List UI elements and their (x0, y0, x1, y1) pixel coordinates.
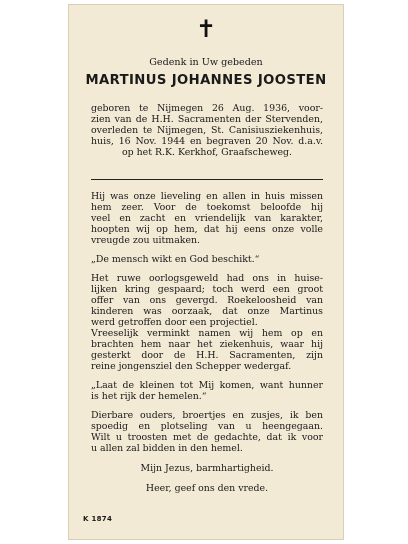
paragraph-line: Vreeselijk verminkt namen wij hem op en (91, 328, 323, 339)
paragraph-line: Het ruwe oorlogsgeweld had ons in huise- (91, 273, 323, 284)
paragraph-line: kinderen was oorzaak, dat onze Martinus (91, 306, 323, 317)
paragraph-line: offer van ons gevergd. Roekeloosheid van (91, 295, 323, 306)
heading: Gedenk in Uw gebeden (149, 57, 263, 68)
paragraph-line: spoedig en plotseling van u heengegaan. (91, 421, 323, 432)
bio-line: zien van de H.H. Sacramenten der Stervenden, (91, 114, 323, 125)
prayer-line: Heer, geef ons den vrede. (145, 483, 269, 494)
quote-line: „De mensch wikt en God beschikt.“ (91, 254, 260, 265)
paragraph-line: hoopten wij op hem, dat hij eens onze volle (91, 224, 323, 235)
memorial-card (68, 4, 344, 540)
paragraph-line: lijken kring gespaard; toch werd een groot (91, 284, 323, 295)
paragraph-line: veel en zacht en vriendelijk van karakter, (91, 213, 323, 224)
divider (91, 179, 323, 180)
paragraph-line: brachten hem naar het ziekenhuis, waar hij (91, 339, 323, 350)
paragraph-line: Dierbare ouders, broertjes en zusjes, ik ben (91, 410, 323, 421)
bio-line: op het R.K. Kerkhof, Graafscheweg. (121, 147, 293, 158)
prayer-line: Mijn Jezus, barmhartigheid. (140, 463, 274, 474)
paragraph-line: vreugde zou uitmaken. (91, 235, 201, 246)
bio-line: overleden te Nijmegen, St. Canisiusziekenhuis, (91, 125, 323, 136)
paragraph-line: reine jongensziel den Schepper wedergaf. (91, 361, 292, 372)
quote-line: is het rijk der hemelen.“ (91, 391, 207, 402)
reference-code: K 1874 (83, 515, 113, 523)
paragraph-line: u allen zal bidden in den hemel. (91, 443, 243, 454)
bio-line: geboren te Nijmegen 26 Aug. 1936, voor- (91, 103, 323, 114)
paragraph-line: gesterkt door de H.H. Sacramenten, zijn (91, 350, 323, 361)
deceased-name: MARTINUS JOHANNES JOOSTEN (85, 73, 327, 88)
cross-icon: ✝ (195, 15, 217, 43)
quote-line: „Laat de kleinen tot Mij komen, want hunner (91, 380, 323, 391)
bio-line: huis, 16 Nov. 1944 en begraven 20 Nov. d.a.v. (91, 136, 323, 147)
paragraph-line: Wilt u troosten met de gedachte, dat ik voor (91, 432, 323, 443)
paragraph-line: werd getroffen door een projectiel. (91, 317, 258, 328)
paragraph-line: hem zeer. Voor de toekomst beloofde hij (91, 202, 323, 213)
paragraph-line: Hij was onze lieveling en allen in huis missen (91, 191, 323, 202)
